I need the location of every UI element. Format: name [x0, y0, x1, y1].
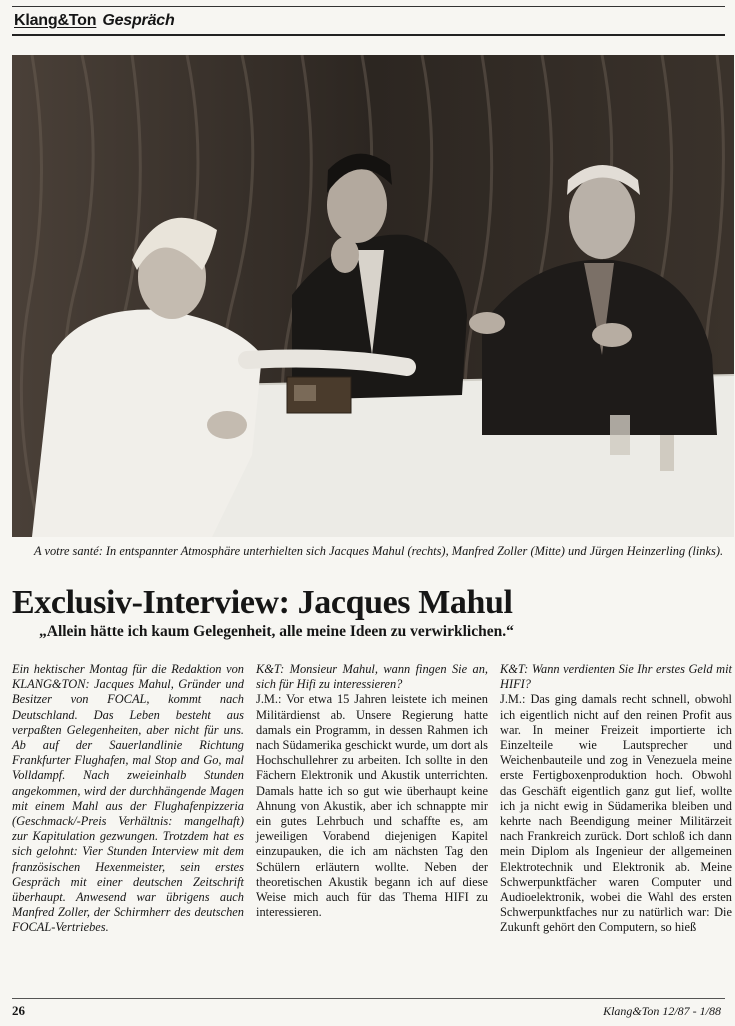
- photo-caption: A votre santé: In entspannter Atmosphäre unterhielten sich Jacques Mahul (rechts), Manfred Zoller (Mitte) und Jürgen Heinzerling (links).: [34, 544, 724, 558]
- interview-photo: [12, 55, 734, 537]
- subheadline: „Allein hätte ich kaum Gelegenheit, alle meine Ideen zu verwirklichen.“: [39, 623, 514, 640]
- issue-label: Klang&Ton 12/87 - 1/88: [603, 1004, 721, 1018]
- article-intro: Ein hektischer Montag für die Redaktion von KLANG&TON: Jacques Mahul, Gründer und Besitzer von FOCAL, kommt nach Deutschland. Das Leben besteht aus verpaßten Gelegenheiten, aber nicht für uns. Ab auf der Sauerlandlinie Richtung Frankfurter Flughafen, mal Stop and Go, mal Volldampf. Nach zweieinhalb Stunden angekommen, wird der durchhängende Magen mit einem Mahl aus der Flughafenpizzeria (Geschmack/-Preis Verhältnis: mangelhaft) zur Kapitulation gezwungen. Trotzdem hat es sich gelohnt: Vier Stunden Interview mit dem französischen Hexenmeister, sein erstes Gespräch mit einer deutschen Zeitschrift überhaupt. Anwesend war übrigens auch Manfred Zoller, der Schirmherr des deutschen FOCAL-Vertriebes.: [12, 662, 244, 935]
- header-rule: [12, 34, 725, 36]
- interview-answer: J.M.: Das ging damals recht schnell, obwohl ich eigentlich nicht auf den reinen Profit aus war. In meiner Freizeit importierte ich Einzelteile wie Lautsprecher und Weichenbauteile und zog in Venezuela meine erste Fertigboxenproduktion hoch. Obwohl das Geschäft eigentlich ganz gut lief, wollte ich ja nicht ewig in Südamerika bleiben und kehrte nach Beendigung meiner Militärzeit nach Frankreich zurück. Dort schloß ich dann mein Diplom als Ingenieur der allgemeinen Elektrotechnik und Elektronik ab. Meine Schwerpunktfächer waren Computer und Audioelektronik, wobei die Wahl des ersten Schwerpunktfaches nur zu natürlich war: Die Zukunft gehört den Computern, so hieß: [500, 692, 732, 935]
- interview-question: K&T: Wann verdienten Sie Ihr erstes Geld mit HIFI?: [500, 662, 732, 692]
- article-column-2: [256, 662, 488, 920]
- header-rule-top: [12, 6, 725, 7]
- magazine-logo: Klang&Ton: [14, 12, 97, 29]
- interview-answer: J.M.: Vor etwa 15 Jahren leistete ich meinen Militärdienst ab. Unsere Regierung hatte damals ein Programm, in dessen Rahmen ich nach Südamerika geschickt wurde, um dort als Hochschullehrer zu arbeiten. Ich sollte in den Fächern Elektronik und Akustik unterrichten. Damals hatte ich so gut wie überhaupt keine Ahnung von Akustik, aber ich schnappte mir ein gutes Lehrbuch und schaffte es, am jeweiligen Vorabend diejenigen Kapitel einzupauken, die ich am nächsten Tag den Schülern erläutern wollte. Neben der theoretischen Akustik begann ich auf diese Weise mich auch für das Thema HIFI zu interessieren.: [256, 692, 488, 920]
- headline: Exclusiv-Interview: Jacques Mahul: [12, 584, 513, 621]
- page-number: 26: [12, 1003, 25, 1018]
- article-column-3: [500, 662, 732, 936]
- section-label: Gespräch: [102, 12, 175, 29]
- footer-rule: [12, 998, 725, 999]
- interview-question: K&T: Monsieur Mahul, wann fingen Sie an, sich für Hifi zu interessieren?: [256, 662, 488, 692]
- masthead: [14, 12, 175, 30]
